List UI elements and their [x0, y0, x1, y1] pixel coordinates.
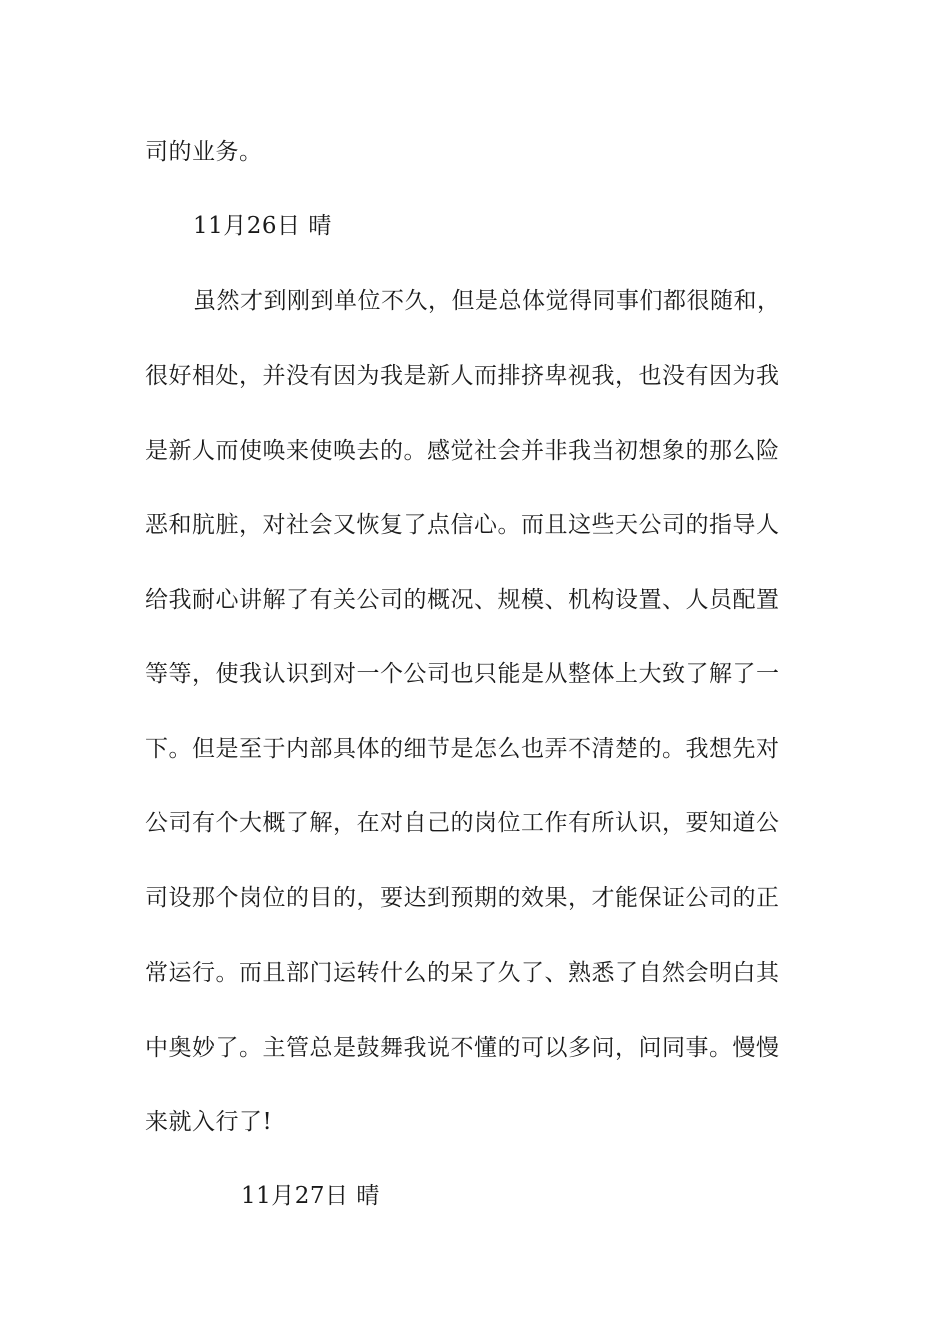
diary-date-heading: 11月26日 晴 — [193, 213, 332, 239]
paragraph-line: 虽然才到刚到单位不久，但是总体觉得同事们都很随和， — [193, 288, 781, 314]
paragraph-line: 常运行。而且部门运转什么的呆了久了、熟悉了自然会明白其 — [145, 960, 780, 986]
paragraph-line: 司设那个岗位的目的，要达到预期的效果，才能保证公司的正 — [145, 885, 780, 911]
paragraph-line: 是新人而使唤来使唤去的。感觉社会并非我当初想象的那么险 — [145, 438, 780, 464]
paragraph-line: 中奥妙了。主管总是鼓舞我说不懂的可以多问，问同事。慢慢 — [145, 1035, 780, 1061]
paragraph-line: 公司有个大概了解，在对自己的岗位工作有所认识，要知道公 — [145, 810, 780, 836]
paragraph-line: 司的业务。 — [145, 139, 263, 165]
paragraph-line: 恶和肮脏，对社会又恢复了点信心。而且这些天公司的指导人 — [145, 512, 780, 538]
paragraph-line: 来就入行了! — [145, 1109, 273, 1135]
paragraph-line: 下。但是至于内部具体的细节是怎么也弄不清楚的。我想先对 — [145, 736, 780, 762]
diary-date-heading: 11月27日 晴 — [241, 1183, 380, 1209]
paragraph-line: 给我耐心讲解了有关公司的概况、规模、机构设置、人员配置 — [145, 587, 780, 613]
paragraph-line: 等等，使我认识到对一个公司也只能是从整体上大致了解了一 — [145, 661, 780, 687]
paragraph-line: 很好相处，并没有因为我是新人而排挤卑视我，也没有因为我 — [145, 363, 780, 389]
